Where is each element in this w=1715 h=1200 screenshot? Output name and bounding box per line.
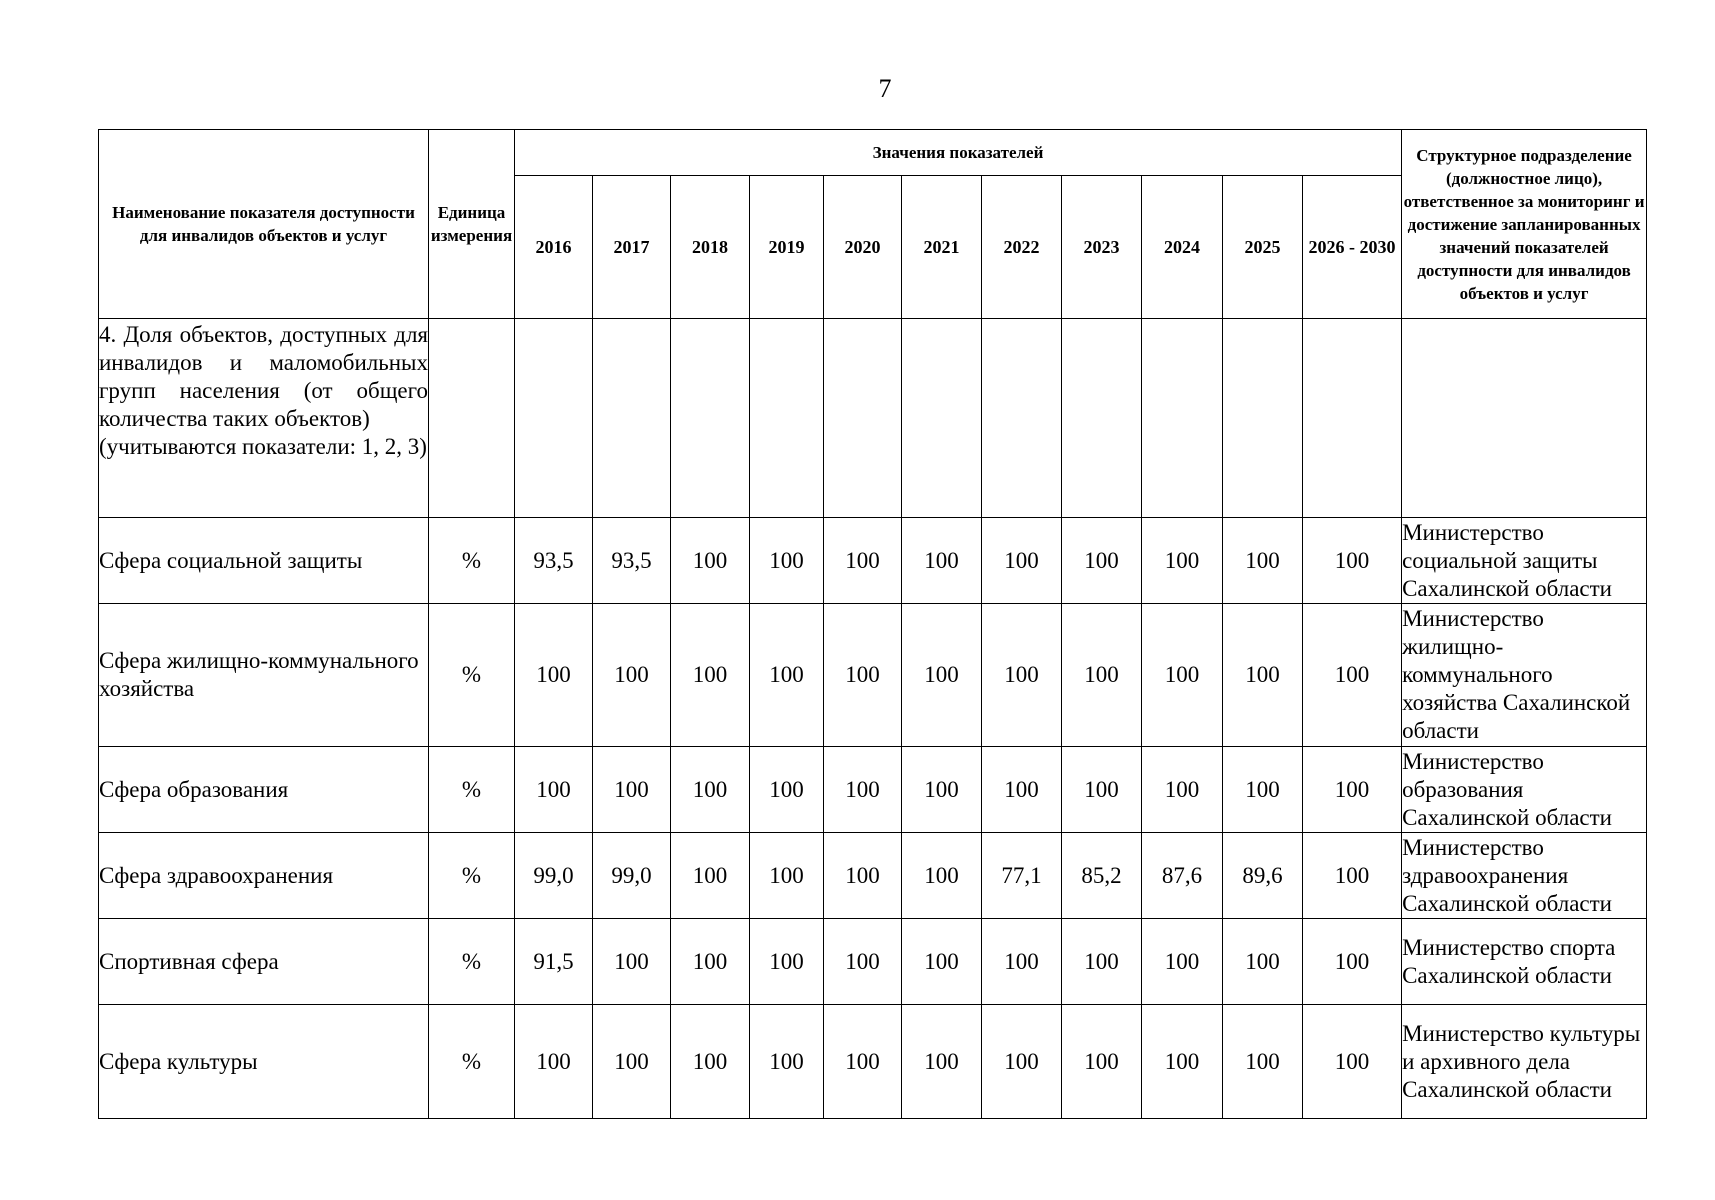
row-value-4: 100 — [824, 919, 902, 1005]
header-year-9: 2025 — [1223, 176, 1303, 319]
header-year-1: 2017 — [593, 176, 671, 319]
row-indicator-name: Сфера культуры — [99, 1005, 429, 1119]
row-value-8: 100 — [1142, 604, 1223, 747]
header-year-10: 2026 - 2030 — [1303, 176, 1402, 319]
row-value-3: 100 — [750, 1005, 824, 1119]
accessibility-indicators-table — [98, 129, 1647, 1119]
row-value-1: 99,0 — [593, 833, 671, 919]
row-value-3: 100 — [750, 604, 824, 747]
row-value-10: 100 — [1303, 833, 1402, 919]
row-value-0: 91,5 — [515, 919, 593, 1005]
row-value-9: 100 — [1223, 518, 1303, 604]
row-value-9: 100 — [1223, 1005, 1303, 1119]
row-responsible: Министерство культуры и архивного дела Сахалинской области — [1402, 1005, 1647, 1119]
row-value-4: 100 — [824, 518, 902, 604]
table-row — [99, 518, 1647, 604]
row-value-7: 100 — [1062, 919, 1142, 1005]
header-year-3: 2019 — [750, 176, 824, 319]
intro-empty-cell — [982, 319, 1062, 518]
header-row-top — [99, 130, 1647, 176]
row-value-3: 100 — [750, 833, 824, 919]
row-value-7: 100 — [1062, 1005, 1142, 1119]
header-year-4: 2020 — [824, 176, 902, 319]
row-unit: % — [429, 604, 515, 747]
row-value-10: 100 — [1303, 1005, 1402, 1119]
row-unit: % — [429, 1005, 515, 1119]
row-indicator-name: Спортивная сфера — [99, 919, 429, 1005]
header-responsible: Структурное подразделение (должностное лицо), ответственное за мониторинг и достижение запланированных значений показателей доступности для инвалидов объектов и услуг — [1402, 130, 1647, 319]
row-value-7: 100 — [1062, 747, 1142, 833]
row-responsible: Министерство жилищно-коммунального хозяйства Сахалинской области — [1402, 604, 1647, 747]
intro-empty-cell — [593, 319, 671, 518]
row-value-9: 100 — [1223, 919, 1303, 1005]
row-value-2: 100 — [671, 747, 750, 833]
intro-indicator-note: (учитываются показатели: 1, 2, 3) — [99, 434, 427, 459]
row-unit: % — [429, 919, 515, 1005]
row-value-5: 100 — [902, 919, 982, 1005]
row-value-6: 100 — [982, 1005, 1062, 1119]
row-value-2: 100 — [671, 833, 750, 919]
row-value-6: 100 — [982, 747, 1062, 833]
intro-empty-cell — [1142, 319, 1223, 518]
row-value-5: 100 — [902, 604, 982, 747]
row-value-8: 87,6 — [1142, 833, 1223, 919]
row-value-7: 100 — [1062, 604, 1142, 747]
intro-empty-cell — [750, 319, 824, 518]
row-value-9: 89,6 — [1223, 833, 1303, 919]
row-value-6: 77,1 — [982, 833, 1062, 919]
row-value-3: 100 — [750, 518, 824, 604]
intro-empty-cell — [1303, 319, 1402, 518]
row-value-0: 93,5 — [515, 518, 593, 604]
header-year-5: 2021 — [902, 176, 982, 319]
row-indicator-name: Сфера жилищно-коммунального хозяйства — [99, 604, 429, 747]
row-indicator-name: Сфера здравоохранения — [99, 833, 429, 919]
row-value-0: 100 — [515, 747, 593, 833]
intro-empty-cell — [1062, 319, 1142, 518]
row-value-7: 85,2 — [1062, 833, 1142, 919]
row-value-3: 100 — [750, 919, 824, 1005]
row-value-8: 100 — [1142, 518, 1223, 604]
row-indicator-name: Сфера образования — [99, 747, 429, 833]
row-indicator-name: Сфера социальной защиты — [99, 518, 429, 604]
header-year-8: 2024 — [1142, 176, 1223, 319]
row-value-2: 100 — [671, 919, 750, 1005]
table-row-intro — [99, 319, 1647, 518]
table-row — [99, 747, 1647, 833]
row-value-6: 100 — [982, 919, 1062, 1005]
row-value-4: 100 — [824, 1005, 902, 1119]
row-value-3: 100 — [750, 747, 824, 833]
intro-empty-cell — [902, 319, 982, 518]
row-value-10: 100 — [1303, 604, 1402, 747]
intro-empty-cell — [824, 319, 902, 518]
row-value-5: 100 — [902, 518, 982, 604]
row-unit: % — [429, 747, 515, 833]
row-value-1: 100 — [593, 919, 671, 1005]
row-value-1: 100 — [593, 604, 671, 747]
row-value-10: 100 — [1303, 919, 1402, 1005]
table-row — [99, 833, 1647, 919]
intro-empty-cell — [671, 319, 750, 518]
table-row — [99, 604, 1647, 747]
table-row — [99, 919, 1647, 1005]
row-value-4: 100 — [824, 833, 902, 919]
intro-empty-cell — [1223, 319, 1303, 518]
row-value-4: 100 — [824, 747, 902, 833]
intro-empty-cell — [429, 319, 515, 518]
row-value-9: 100 — [1223, 747, 1303, 833]
row-value-0: 100 — [515, 1005, 593, 1119]
row-value-0: 100 — [515, 604, 593, 747]
header-indicator-name: Наименование показателя доступности для инвалидов объектов и услуг — [99, 130, 429, 319]
row-value-10: 100 — [1303, 747, 1402, 833]
row-value-2: 100 — [671, 1005, 750, 1119]
intro-empty-cell — [515, 319, 593, 518]
row-value-1: 100 — [593, 1005, 671, 1119]
row-value-5: 100 — [902, 747, 982, 833]
row-value-6: 100 — [982, 518, 1062, 604]
row-responsible: Министерство здравоохранения Сахалинской области — [1402, 833, 1647, 919]
row-unit: % — [429, 833, 515, 919]
intro-empty-cell — [1402, 319, 1647, 518]
header-year-6: 2022 — [982, 176, 1062, 319]
row-value-0: 99,0 — [515, 833, 593, 919]
row-value-5: 100 — [902, 833, 982, 919]
row-value-2: 100 — [671, 604, 750, 747]
header-year-0: 2016 — [515, 176, 593, 319]
table-row — [99, 1005, 1647, 1119]
row-value-4: 100 — [824, 604, 902, 747]
row-responsible: Министерство социальной защиты Сахалинской области — [1402, 518, 1647, 604]
row-value-6: 100 — [982, 604, 1062, 747]
row-value-8: 100 — [1142, 747, 1223, 833]
row-value-8: 100 — [1142, 919, 1223, 1005]
header-unit: Единица измерения — [429, 130, 515, 319]
header-year-7: 2023 — [1062, 176, 1142, 319]
row-value-9: 100 — [1223, 604, 1303, 747]
intro-indicator-text: 4. Доля объектов, доступных для инвалидов и маломобильных групп населения (от общего количества таких объектов) — [99, 322, 428, 431]
table-body — [99, 319, 1647, 1119]
row-value-1: 93,5 — [593, 518, 671, 604]
row-value-8: 100 — [1142, 1005, 1223, 1119]
row-responsible: Министерство образования Сахалинской области — [1402, 747, 1647, 833]
intro-indicator-cell — [99, 319, 429, 518]
row-value-5: 100 — [902, 1005, 982, 1119]
row-value-10: 100 — [1303, 518, 1402, 604]
row-responsible: Министерство спорта Сахалинской области — [1402, 919, 1647, 1005]
row-unit: % — [429, 518, 515, 604]
page-number: 7 — [878, 74, 892, 103]
row-value-7: 100 — [1062, 518, 1142, 604]
indicator-table-wrapper — [98, 129, 1647, 1119]
row-value-1: 100 — [593, 747, 671, 833]
header-values-group: Значения показателей — [515, 130, 1402, 176]
header-year-2: 2018 — [671, 176, 750, 319]
row-value-2: 100 — [671, 518, 750, 604]
